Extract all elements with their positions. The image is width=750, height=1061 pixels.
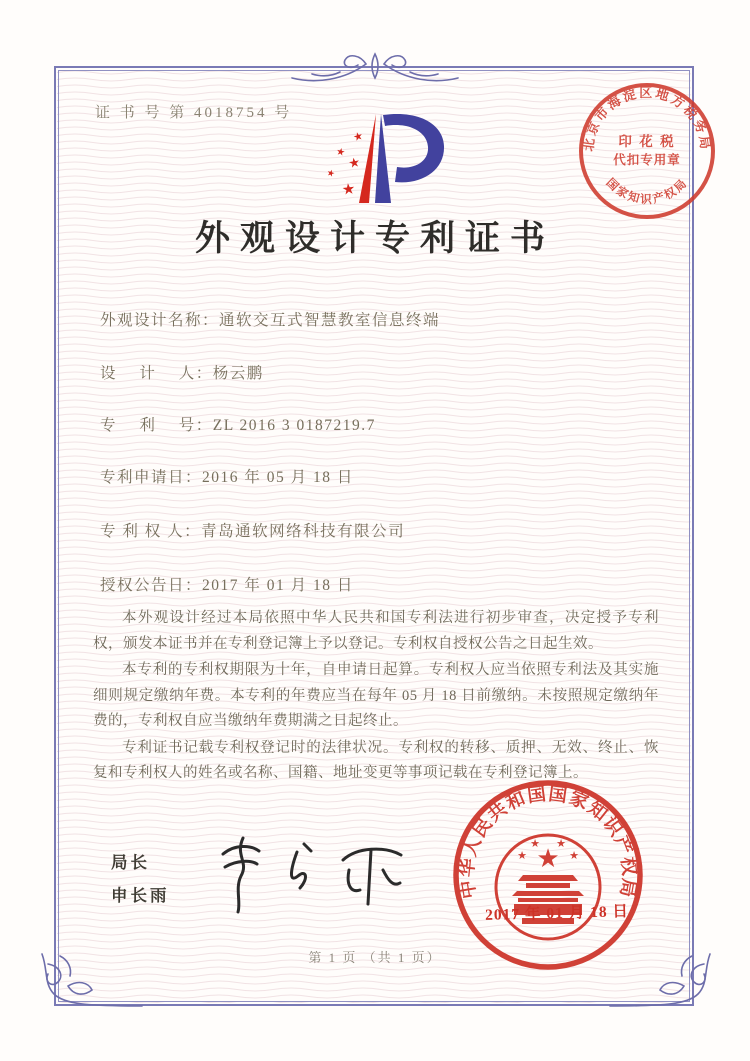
legal-paragraph-1: 本外观设计经过本局依照中华人民共和国专利法进行初步审查，决定授予专利权，颁发本证书并在专利登记簿上予以登记。专利权自授权公告之日起生效。 xyxy=(93,610,659,652)
tax-seal-arc-bottom-text: 国家知识产权局 xyxy=(603,176,691,206)
tax-seal-arc-top-text: 北京市海淀区地方税务局 xyxy=(580,85,714,153)
legal-paragraph-3: 专利证书记载专利权登记时的法律状况。专利权的转移、质押、无效、终止、恢复和专利权人的姓名或名称、国籍、地址变更等事项记载在专利登记簿上。 xyxy=(93,739,659,781)
tax-seal-center-line1: 印 花 税 xyxy=(618,134,676,149)
director-signature xyxy=(205,830,415,920)
field-label: 专 利 号： xyxy=(100,417,213,434)
logo-star-icon: ★ xyxy=(334,146,347,159)
field-patent-number xyxy=(100,413,376,435)
field-value: 青岛通软网络科技有限公司 xyxy=(201,523,406,540)
field-label: 外观设计名称： xyxy=(100,312,220,329)
field-design-name xyxy=(100,308,440,330)
logo-p-bowl xyxy=(383,114,444,182)
field-application-date xyxy=(100,465,354,487)
field-value: 通软交互式智慧教室信息终端 xyxy=(219,312,441,329)
seal-date: 2017 年 01 月 18 日 xyxy=(484,903,630,924)
field-label: 专利申请日： xyxy=(100,469,203,486)
field-grant-date xyxy=(100,573,354,595)
field-patentee xyxy=(100,519,405,541)
field-value: 2016 年 05 月 18 日 xyxy=(202,469,354,486)
sipo-official-seal xyxy=(448,775,648,975)
logo-star-icon: ★ xyxy=(325,168,336,180)
svg-text:国家知识产权局 xyxy=(603,175,690,206)
emblem-star-icon: ★ xyxy=(556,837,566,850)
logo-blue-wedge xyxy=(375,114,391,203)
svg-text:中华人民共和国国家知识产权局 xyxy=(455,784,640,901)
patent-office-logo xyxy=(295,110,455,210)
field-designer xyxy=(100,361,264,383)
emblem-star-icon: ★ xyxy=(530,837,540,850)
tax-seal-center-line2: 代扣专用章 xyxy=(613,153,681,167)
field-label: 设 计 人： xyxy=(100,365,213,382)
page-footer: 第 1 页 （共 1 页） xyxy=(308,950,442,965)
issuer-title: 局长 xyxy=(111,853,150,872)
field-label: 授权公告日： xyxy=(100,577,203,594)
issuer-name: 申长雨 xyxy=(111,886,170,905)
field-value: 杨云鹏 xyxy=(212,365,264,382)
certificate-number: 证 书 号 第 4018754 号 xyxy=(95,105,293,121)
emblem-star-icon: ★ xyxy=(517,849,527,862)
logo-red-wedge xyxy=(359,114,376,203)
logo-star-icon: ★ xyxy=(351,129,365,145)
field-value: ZL 2016 3 0187219.7 xyxy=(212,417,376,434)
legal-text-block xyxy=(93,606,659,788)
emblem-star-icon: ★ xyxy=(536,844,560,874)
stamp-tax-seal xyxy=(572,76,722,226)
emblem-star-icon: ★ xyxy=(569,849,579,862)
legal-paragraph-2: 本专利的专利权期限为十年，自申请日起算。专利权人应当依照专利法及其实施细则规定缴纳年费。本专利的年费应当在每年 05 月 18 日前缴纳。未按照规定缴纳年费的，专利权自应当缴纳年费期满之日起终止。 xyxy=(93,662,659,729)
office-seal-arc-text: 中华人民共和国国家知识产权局 xyxy=(457,784,639,900)
field-label: 专 利 权 人： xyxy=(100,523,202,540)
certificate-title: 外观设计专利证书 xyxy=(194,219,555,258)
field-value: 2017 年 01 月 18 日 xyxy=(202,577,354,594)
logo-star-icon: ★ xyxy=(347,155,362,172)
logo-star-icon: ★ xyxy=(340,179,357,199)
